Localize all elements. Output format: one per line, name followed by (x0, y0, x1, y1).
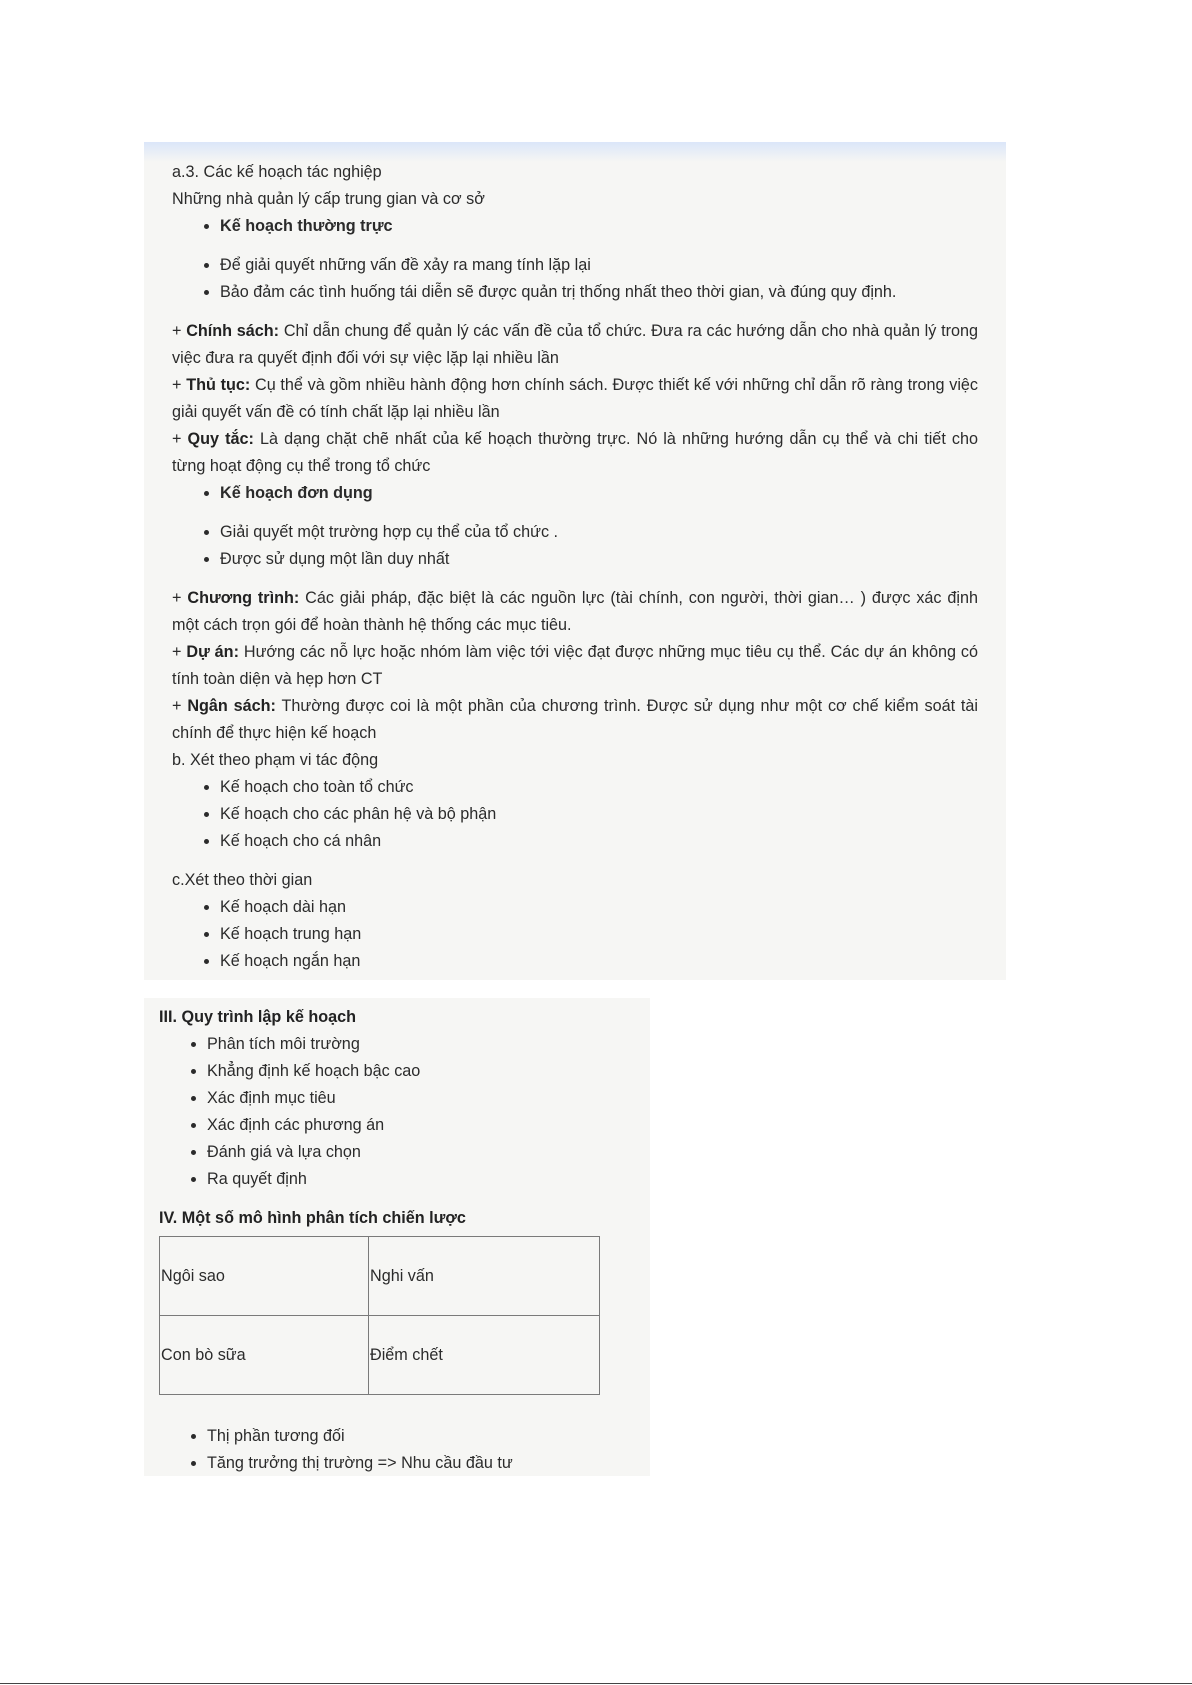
list-item: • Phân tích môi trường (207, 1031, 635, 1058)
list-item: • Để giải quyết những vấn đề xảy ra mang tính lặp lại (220, 252, 978, 279)
list-item: • Đánh giá và lựa chọn (207, 1139, 635, 1166)
section-iii-list (159, 1031, 635, 1193)
list-item: • Được sử dụng một lần duy nhất (220, 546, 978, 573)
standing-plan-heading-list (172, 213, 978, 240)
plus-sign: + (172, 322, 182, 340)
project-paragraph (172, 639, 978, 693)
section-iv-title: IV. Một số mô hình phân tích chiến lược (159, 1209, 466, 1227)
policy-label: Chính sách: (186, 322, 280, 340)
bcg-matrix-table (159, 1236, 600, 1395)
standing-plan-heading: Kế hoạch thường trực (220, 217, 393, 235)
single-use-points (172, 519, 978, 573)
single-use-heading-list (172, 480, 978, 507)
list-item: • Kế hoạch ngắn hạn (220, 948, 978, 975)
list-item (220, 480, 978, 507)
table-cell: Nghi vấn (369, 1237, 600, 1316)
section-a3-block (144, 142, 1006, 980)
budget-paragraph (172, 693, 978, 747)
program-paragraph (172, 585, 978, 639)
list-item: • Kế hoạch dài hạn (220, 894, 978, 921)
plus-sign: + (172, 376, 182, 394)
table-cell: Điểm chết (369, 1316, 600, 1395)
list-item: • Bảo đảm các tình huống tái diễn sẽ được quản trị thống nhất theo thời gian, và đúng quy định. (220, 279, 978, 306)
section-a3-subtitle: Những nhà quản lý cấp trung gian và cơ sở (172, 190, 485, 208)
project-text: Hướng các nỗ lực hoặc nhóm làm việc tới việc đạt được những mục tiêu cụ thể. Các dự án không có tính toàn diện và hẹp hơn CT (172, 643, 978, 688)
section-iii-iv-block (144, 998, 650, 1476)
plus-sign: + (172, 589, 182, 607)
list-item: • Xác định mục tiêu (207, 1085, 635, 1112)
list-item: • Tăng trưởng thị trường => Nhu cầu đầu tư (207, 1450, 635, 1477)
rule-text: Là dạng chặt chẽ nhất của kế hoạch thường trực. Nó là những hướng dẫn cụ thể và chi tiết cho từng hoạt động cụ thể trong tổ chức (172, 430, 978, 475)
program-text: Các giải pháp, đặc biệt là các nguồn lực (tài chính, con người, thời gian… ) được xác định một cách trọn gói để hoàn thành hệ thống các mục tiêu. (172, 589, 979, 634)
section-c-title: c.Xét theo thời gian (172, 871, 313, 889)
table-row (160, 1316, 600, 1395)
list-item: • Xác định các phương án (207, 1112, 635, 1139)
section-iv-list (159, 1423, 635, 1477)
plus-sign: + (172, 697, 182, 715)
page-bottom-rule (0, 1683, 1192, 1684)
section-b-list (172, 774, 978, 855)
list-item: • Thị phần tương đối (207, 1423, 635, 1450)
procedure-label: Thủ tục: (186, 376, 251, 394)
policy-paragraph (172, 318, 978, 372)
procedure-text: Cụ thể và gồm nhiều hành động hơn chính sách. Được thiết kế với những chỉ dẫn rõ ràng trong việc giải quyết vấn đề có tính chất lặp lại nhiều lần (172, 376, 979, 421)
section-b-title: b. Xét theo phạm vi tác động (172, 751, 379, 769)
list-item: • Kế hoạch cho các phân hệ và bộ phận (220, 801, 978, 828)
list-item: • Kế hoạch trung hạn (220, 921, 978, 948)
list-item: • Khẳng định kế hoạch bậc cao (207, 1058, 635, 1085)
list-item: • Ra quyết định (207, 1166, 635, 1193)
list-item: • Kế hoạch cho toàn tổ chức (220, 774, 978, 801)
rule-paragraph (172, 426, 978, 480)
table-cell: Con bò sữa (160, 1316, 369, 1395)
single-use-heading: Kế hoạch đơn dụng (220, 484, 373, 502)
budget-label: Ngân sách: (187, 697, 276, 715)
section-iii-title: III. Quy trình lập kế hoạch (159, 1008, 356, 1026)
section-a3-title: a.3. Các kế hoạch tác nghiệp (172, 163, 382, 181)
program-label: Chương trình: (187, 589, 300, 607)
list-item (220, 213, 978, 240)
rule-label: Quy tắc: (187, 430, 254, 448)
project-label: Dự án: (186, 643, 239, 661)
plus-sign: + (172, 430, 182, 448)
procedure-paragraph (172, 372, 978, 426)
table-cell: Ngôi sao (160, 1237, 369, 1316)
section-c-list (172, 894, 978, 975)
budget-text: Thường được coi là một phần của chương trình. Được sử dụng như một cơ chế kiểm soát tài chính để thực hiện kế hoạch (172, 697, 979, 742)
plus-sign: + (172, 643, 182, 661)
list-item: • Giải quyết một trường hợp cụ thể của tổ chức . (220, 519, 978, 546)
policy-text: Chỉ dẫn chung để quản lý các vấn đề của tổ chức. Đưa ra các hướng dẫn cho nhà quản lý trong việc đưa ra quyết định đối với sự việc lặp lại nhiều lần (172, 322, 978, 367)
table-row (160, 1237, 600, 1316)
list-item: • Kế hoạch cho cá nhân (220, 828, 978, 855)
standing-plan-points (172, 252, 978, 306)
